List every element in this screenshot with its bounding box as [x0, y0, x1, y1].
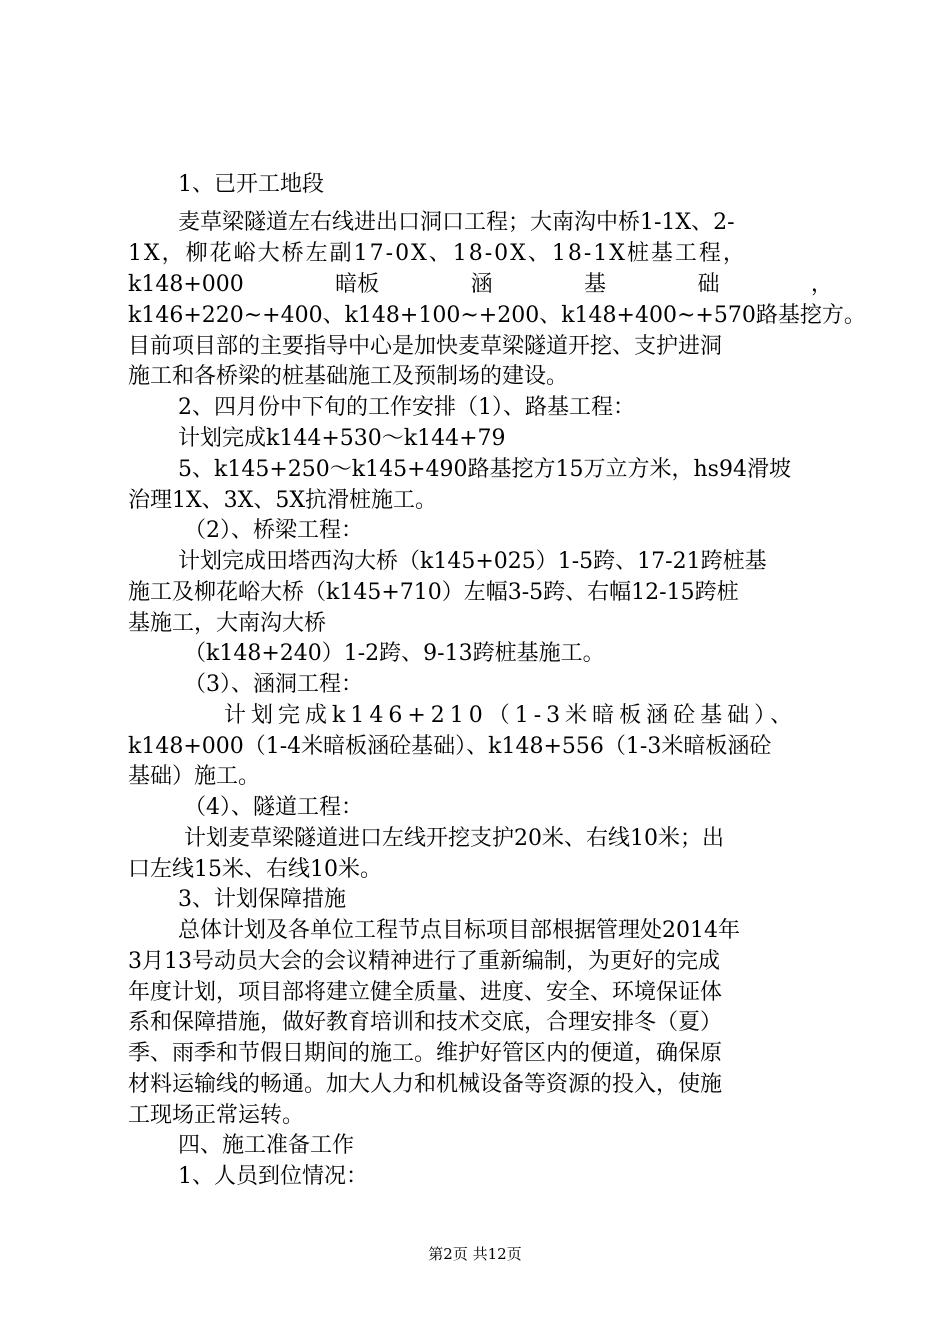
text-fragment: 涵 — [470, 272, 493, 297]
paragraph-line: 目前项目部的主要指导中心是加快麦草梁隧道开挖、支护进洞 — [128, 334, 723, 359]
page-footer: 第2页 共12页 — [428, 1245, 522, 1263]
paragraph-line-spaced — [128, 270, 833, 300]
paragraph-line: 治理1X、3X、5X抗滑桩施工。 — [128, 488, 437, 513]
heading-preparation-work: 四、施工准备工作 — [178, 1133, 355, 1158]
heading-guarantee-measures: 3、计划保障措施 — [178, 887, 346, 912]
heading-april-plan: 2、四月份中下旬的工作安排（1）、路基工程： — [178, 395, 635, 420]
text-fragment: 基 — [584, 272, 607, 297]
paragraph-line: 计划麦草梁隧道进口左线开挖支护20米、右线10米；出 — [184, 826, 724, 851]
paragraph-line: 麦草梁隧道左右线进出口洞口工程；大南沟中桥1-1X、2- — [178, 210, 735, 235]
text-fragment: ， — [810, 272, 833, 297]
paragraph-line: 工现场正常运转。 — [128, 1103, 305, 1128]
heading-started-sections: 1、已开工地段 — [178, 172, 324, 197]
paragraph-line: 施工及柳花峪大桥（k145+710）左幅3-5跨、右幅12-15跨桩 — [128, 580, 739, 605]
paragraph-line: 总体计划及各单位工程节点目标项目部根据管理处2014年 — [178, 918, 740, 943]
paragraph-line: 年度计划，项目部将建立健全质量、进度、安全、环境保证体 — [128, 980, 723, 1005]
paragraph-line: 口左线15米、右线10米。 — [128, 857, 382, 882]
paragraph-line: 1X，柳花峪大桥左副17-0X、18-0X、18-1X桩基工程， — [128, 241, 747, 266]
paragraph-line: 基施工，大南沟大桥 — [128, 611, 327, 636]
text-fragment: k148+000 — [128, 272, 244, 297]
heading-culvert-works: （3）、涵洞工程： — [184, 672, 363, 697]
paragraph-line: k148+000（1-4米暗板涵砼基础）、k148+556（1-3米暗板涵砼 — [128, 734, 772, 759]
paragraph-line: 材料运输线的畅通。加大人力和机械设备等资源的投入，使施 — [128, 1072, 723, 1097]
paragraph-line: 施工和各桥梁的桩基础施工及预制场的建设。 — [128, 364, 569, 389]
paragraph-line: 计划完成田塔西沟大桥（k145+025）1-5跨、17-21跨桩基 — [178, 549, 767, 574]
heading-bridge-works: （2）、桥梁工程： — [184, 518, 363, 543]
paragraph-line: 5、k145+250～k145+490路基挖方15万立方米，hs94滑坡 — [178, 457, 791, 482]
paragraph-line: 系和保障措施，做好教育培训和技术交底，合理安排冬（夏） — [128, 1010, 723, 1035]
heading-staff-status: 1、人员到位情况： — [178, 1164, 368, 1189]
text-fragment: 暗板 — [335, 272, 380, 297]
paragraph-line: k146+220~+400、k148+100~+200、k148+400~+570路基挖方。 — [128, 303, 866, 328]
paragraph-line: 3月13号动员大会的会议精神进行了重新编制，为更好的完成 — [128, 949, 720, 974]
heading-tunnel-works: （4）、隧道工程： — [184, 795, 363, 820]
paragraph-line: 基础）施工。 — [128, 764, 261, 789]
text-fragment: 础 — [697, 272, 720, 297]
paragraph-line: 计划完成k144+530～k144+79 — [178, 426, 506, 451]
paragraph-line: 季、雨季和节假日期间的施工。维护好管区内的便道，确保原 — [128, 1041, 723, 1066]
paragraph-line: 计划完成k146+210（1-3米暗板涵砼基础）、 — [224, 703, 798, 728]
paragraph-line: （k148+240）1-2跨、9-13跨桩基施工。 — [184, 641, 605, 666]
